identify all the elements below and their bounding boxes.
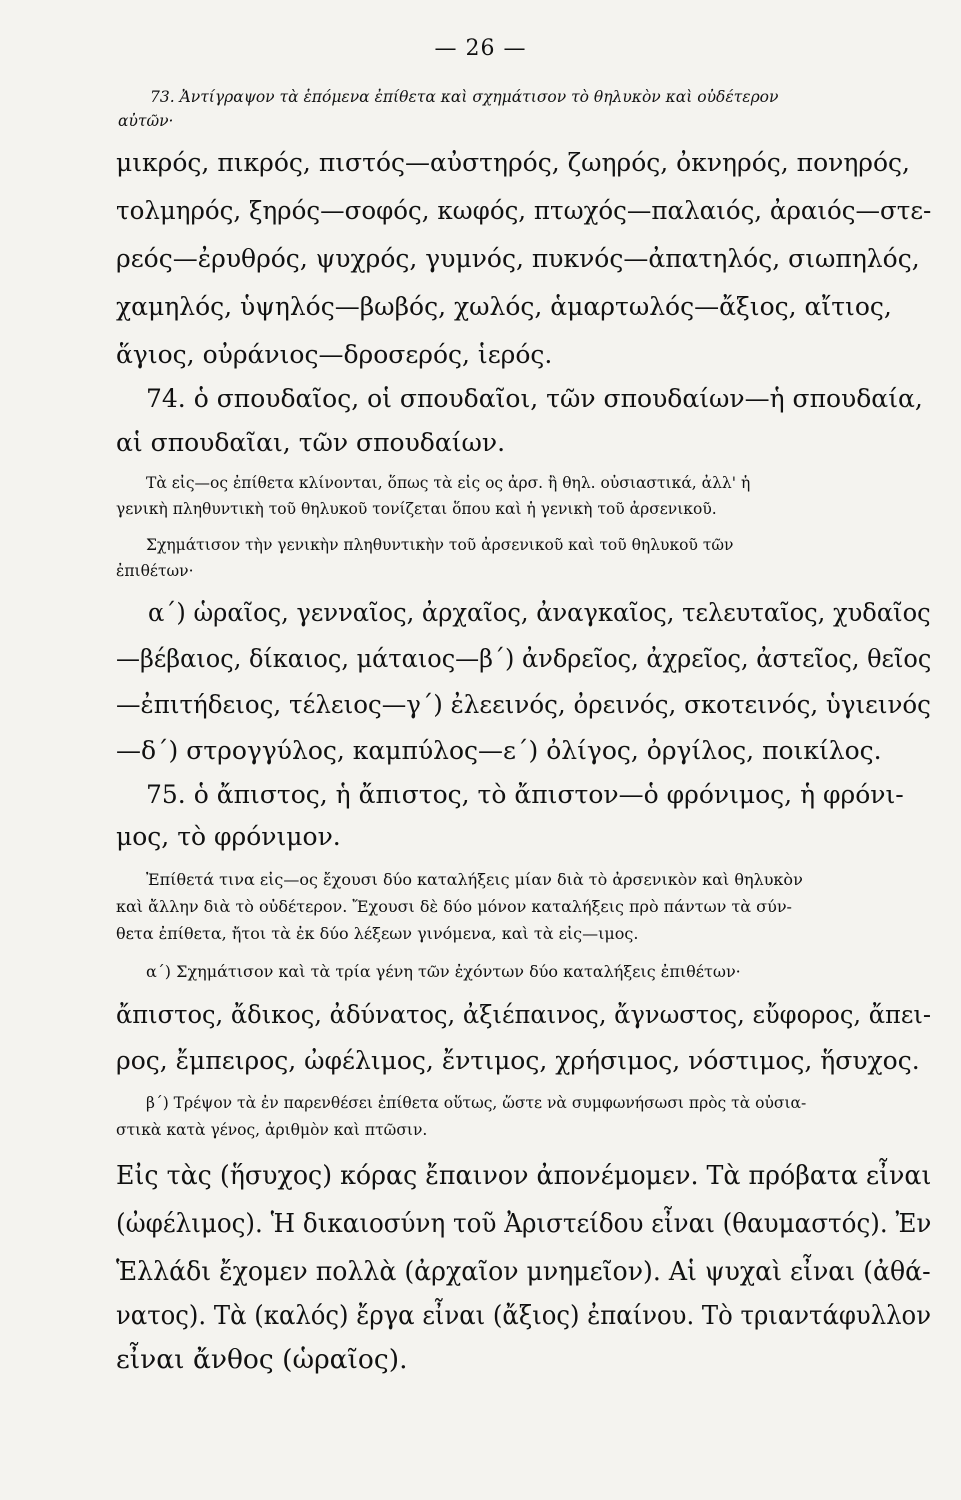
ex73-instruction-line-2: αὐτῶν·: [118, 112, 174, 130]
ex74-words-line-1: α΄) ὡραῖος, γενναῖος, ἀρχαῖος, ἀναγκαῖος, τελευταῖος, χυδαῖος: [148, 598, 931, 627]
ex75-sentence-line-5: εἶναι ἄνθος (ὡραῖος).: [116, 1344, 408, 1375]
ex75-words-line-1: ἄπιστος, ἄδικος, ἀδύνατος, ἀξιέπαινος, ἄγνωστος, εὔφορος, ἄπει-: [116, 1000, 931, 1029]
ex73-words-line-4: χαμηλός, ὑψηλός—βωβός, χωλός, ἁμαρτωλός—ἄξιος, αἴτιος,: [116, 292, 892, 321]
ex74-rule-line-2: γενικὴ πληθυντικὴ τοῦ θηλυκοῦ τονίζεται ὅπου καὶ ἡ γενικὴ τοῦ ἀρσενικοῦ.: [116, 500, 717, 518]
ex74-rule-line-1: Τὰ εἰς—ος ἐπίθετα κλίνονται, ὅπως τὰ εἰς ος ἀρσ. ἢ θηλ. οὐσιαστικά, ἀλλ' ἡ: [146, 474, 751, 492]
ex74-example-line-2: αἱ σπουδαῖαι, τῶν σπουδαίων.: [116, 428, 506, 457]
ex75-words-line-2: ρος, ἔμπειρος, ὠφέλιμος, ἔντιμος, χρήσιμος, νόστιμος, ἥσυχος.: [116, 1046, 920, 1075]
ex75-task-b-line-2: στικὰ κατὰ γένος, ἀριθμὸν καὶ πτῶσιν.: [116, 1121, 428, 1139]
ex74-example-line-1: 74. ὁ σπουδαῖος, οἱ σπουδαῖοι, τῶν σπουδαίων—ἡ σπουδαία,: [146, 384, 923, 413]
ex75-rule-line-2: καὶ ἄλλην διὰ τὸ οὐδέτερον. Ἔχουσι δὲ δύο μόνον καταλήξεις πρὸ πάντων τὰ σύν-: [116, 897, 792, 916]
ex73-instruction-line-1: 73. Ἀντίγραψον τὰ ἑπόμενα ἐπίθετα καὶ σχημάτισον τὸ θηλυκὸν καὶ οὐδέτερον: [150, 88, 779, 106]
ex73-words-line-5: ἅγιος, οὐράνιος—δροσερός, ἱερός.: [116, 340, 553, 369]
ex73-words-line-2: τολμηρός, ξηρός—σοφός, κωφός, πτωχός—παλαιός, ἀραιός—στε-: [116, 196, 932, 225]
ex75-task-b-line-1: β΄) Τρέψον τὰ ἐν παρενθέσει ἐπίθετα οὕτως, ὥστε νὰ συμφωνήσωσι πρὸς τὰ οὐσια-: [146, 1094, 807, 1112]
ex74-instruction-line-2: ἐπιθέτων·: [116, 562, 194, 580]
ex73-words-line-1: μικρός, πικρός, πιστός—αὐστηρός, ζωηρός, ὀκνηρός, πονηρός,: [116, 148, 911, 177]
ex75-sentence-line-3: Ἑλλάδι ἔχομεν πολλὰ (ἀρχαῖον μνημεῖον). Αἱ ψυχαὶ εἶναι (ἀθά-: [116, 1256, 931, 1287]
ex73-words-line-3: ρεός—ἐρυθρός, ψυχρός, γυμνός, πυκνός—ἀπατηλός, σιωπηλός,: [116, 244, 920, 273]
ex75-sentence-line-4: νατος). Τὰ (καλός) ἔργα εἶναι (ἄξιος) ἐπαίνου. Τὸ τριαντάφυλλον: [116, 1300, 931, 1331]
ex75-sentence-line-1: Εἰς τὰς (ἥσυχος) κόρας ἔπαινον ἀπονέμομεν. Τὰ πρόβατα εἶναι: [116, 1160, 932, 1191]
ex75-rule-line-3: θετα ἐπίθετα, ἤτοι τὰ ἐκ δύο λέξεων γινόμενα, καὶ τὰ εἰς—ιμος.: [116, 924, 639, 943]
ex74-words-line-3: —ἐπιτήδειος, τέλειος—γ΄) ἐλεεινός, ὀρεινός, σκοτεινός, ὑγιεινός: [116, 690, 931, 719]
ex74-words-line-2: —βέβαιος, δίκαιος, μάταιος—β΄) ἀνδρεῖος, ἀχρεῖος, ἀστεῖος, θεῖος: [116, 644, 932, 673]
ex74-words-line-4: —δ΄) στρογγύλος, καμπύλος—ε΄) ὀλίγος, ὀργίλος, ποικίλος.: [116, 736, 882, 765]
ex75-task-a: α΄) Σχημάτισον καὶ τὰ τρία γένη τῶν ἐχόντων δύο καταλήξεις ἐπιθέτων·: [146, 962, 741, 981]
ex75-rule-line-1: Ἐπίθετά τινα εἰς—ος ἔχουσι δύο καταλήξεις μίαν διὰ τὸ ἀρσενικὸν καὶ θηλυκὸν: [146, 870, 803, 889]
ex75-example-line-2: μος, τὸ φρόνιμον.: [116, 822, 341, 851]
ex75-sentence-line-2: (ὠφέλιμος). Ἡ δικαιοσύνη τοῦ Ἀριστείδου εἶναι (θαυμαστός). Ἐν: [116, 1208, 932, 1239]
page-number: — 26 —: [434, 36, 527, 61]
ex75-example-line-1: 75. ὁ ἄπιστος, ἡ ἄπιστος, τὸ ἄπιστον—ὁ φρόνιμος, ἡ φρόνι-: [146, 780, 904, 809]
ex74-instruction-line-1: Σχημάτισον τὴν γενικὴν πληθυντικὴν τοῦ ἀρσενικοῦ καὶ τοῦ θηλυκοῦ τῶν: [146, 536, 734, 554]
